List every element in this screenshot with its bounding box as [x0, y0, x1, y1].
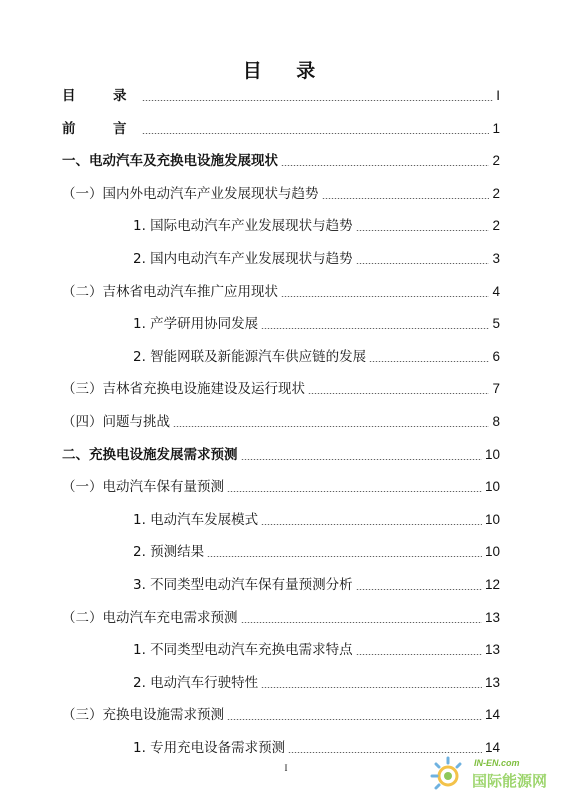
dot-leader — [261, 687, 482, 688]
watermark-logo — [424, 752, 564, 798]
toc-entry-label: （三）充换电设施需求预测 — [62, 707, 224, 724]
toc-entry[interactable] — [62, 477, 500, 497]
toc-entry[interactable] — [62, 282, 500, 302]
toc-entry-page: 2 — [492, 153, 500, 169]
toc-entry-label: （四）问题与挑战 — [62, 414, 170, 430]
toc-entry-page: 13 — [484, 609, 500, 625]
toc-entry[interactable] — [133, 314, 500, 334]
toc-entry-page: 10 — [484, 479, 500, 495]
toc-entry-label: 目 录 — [62, 88, 139, 104]
toc-entry-page: I — [496, 88, 500, 103]
toc-entry-page: 10 — [484, 511, 500, 527]
toc-entry[interactable] — [62, 445, 500, 465]
toc-entry-page: 5 — [492, 316, 500, 332]
toc-entry-label: （一）电动汽车保有量预测 — [62, 479, 224, 496]
toc-entry-page: 1 — [492, 120, 500, 136]
dot-leader — [261, 328, 489, 329]
toc-entry-label: （二）吉林省电动汽车推广应用现状 — [62, 283, 278, 300]
toc-entry-page: 8 — [492, 414, 500, 429]
dot-leader — [356, 654, 482, 655]
toc-entry[interactable] — [133, 575, 500, 595]
toc-entry-label: （二）电动汽车充电需求预测 — [62, 609, 238, 626]
toc-entry-label: （一）国内外电动汽车产业发展现状与趋势 — [62, 185, 319, 202]
dot-leader — [356, 263, 490, 264]
toc-entry[interactable] — [62, 705, 500, 725]
toc-entry[interactable] — [133, 640, 500, 660]
toc-entry-label: 1. 电动汽车发展模式 — [133, 511, 259, 528]
toc-entry-page: 2 — [492, 218, 500, 234]
dot-leader — [356, 230, 490, 231]
toc-entry-page: 13 — [484, 642, 500, 658]
watermark-domain: IN-EN.com — [474, 758, 520, 768]
toc-entry-page: 6 — [492, 348, 500, 364]
toc-title: 目 录 — [242, 60, 330, 82]
toc-entry-page: 7 — [492, 381, 500, 397]
toc-entry-page: 14 — [484, 740, 500, 755]
dot-leader — [173, 426, 489, 427]
toc-entry[interactable] — [133, 542, 500, 562]
dot-leader — [227, 719, 482, 720]
toc-entry[interactable] — [133, 347, 500, 367]
toc-entry-page: 3 — [492, 251, 500, 266]
dot-leader — [308, 393, 489, 394]
dot-leader — [207, 556, 482, 557]
toc-entry-page: 14 — [484, 707, 500, 723]
toc-entry-page: 13 — [484, 674, 500, 690]
dot-leader — [227, 491, 482, 492]
toc-entry[interactable] — [133, 249, 500, 269]
toc-entry-label: 前 言 — [62, 120, 139, 137]
toc-entry-page: 2 — [492, 185, 500, 201]
toc-entry-page: 10 — [484, 446, 500, 462]
dot-leader — [241, 459, 482, 460]
toc-entry[interactable] — [133, 216, 500, 236]
toc-entry-label: 1. 国际电动汽车产业发展现状与趋势 — [133, 218, 353, 235]
dot-leader — [322, 198, 490, 199]
toc-entry[interactable] — [133, 673, 500, 693]
toc-entry-label: 3. 不同类型电动汽车保有量预测分析 — [133, 577, 353, 593]
dot-leader — [261, 524, 482, 525]
toc-entry-page: 12 — [484, 577, 500, 592]
toc-entry-label: 2. 国内电动汽车产业发展现状与趋势 — [133, 251, 353, 267]
dot-leader — [142, 100, 494, 101]
toc-entry-label: 1. 不同类型电动汽车充换电需求特点 — [133, 642, 353, 659]
toc-entry[interactable] — [62, 608, 500, 628]
toc-entry-label: 1. 专用充电设备需求预测 — [133, 740, 286, 756]
toc-entry[interactable] — [62, 151, 500, 171]
dot-leader — [142, 133, 490, 134]
watermark-name: 国际能源网 — [472, 772, 548, 790]
dot-leader — [356, 589, 482, 590]
toc-entry[interactable] — [62, 184, 500, 204]
sun-logo-icon — [424, 752, 474, 798]
toc-entry[interactable] — [62, 119, 500, 139]
toc-entry[interactable] — [62, 86, 500, 106]
toc-entry-page: 4 — [492, 283, 500, 299]
toc-entry[interactable] — [62, 412, 500, 432]
dot-leader — [281, 165, 489, 166]
toc-entry-label: （三）吉林省充换电设施建设及运行现状 — [62, 381, 305, 398]
dot-leader — [241, 622, 482, 623]
toc-entry-page: 10 — [484, 544, 500, 560]
toc-entry-label: 一、电动汽车及充换电设施发展现状 — [62, 153, 278, 170]
toc-entry-label: 1. 产学研用协同发展 — [133, 316, 259, 333]
footer-page-number: I — [284, 763, 288, 773]
toc-entry[interactable] — [133, 510, 500, 530]
dot-leader — [281, 296, 489, 297]
dot-leader — [369, 361, 489, 362]
toc-entry-label: 二、充换电设施发展需求预测 — [62, 446, 238, 463]
toc-entry[interactable] — [62, 379, 500, 399]
toc-entry-label: 2. 预测结果 — [133, 544, 205, 561]
toc-entry-label: 2. 智能网联及新能源汽车供应链的发展 — [133, 348, 367, 365]
toc-entry-label: 2. 电动汽车行驶特性 — [133, 674, 259, 691]
